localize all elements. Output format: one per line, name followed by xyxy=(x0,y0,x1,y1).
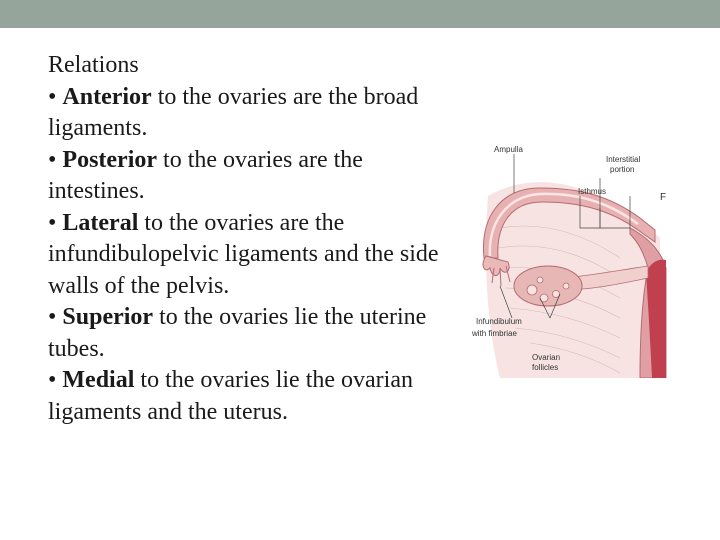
bullet-superior xyxy=(48,302,448,365)
bullet-keyword: Medial xyxy=(62,367,135,393)
uterine-tube-ovary-illustration xyxy=(470,138,668,378)
bullet-keyword: Lateral xyxy=(62,209,139,236)
bullet-marker: • xyxy=(48,304,63,330)
label-portion: portion xyxy=(610,165,635,174)
bullet-marker: • xyxy=(48,367,63,393)
bullet-posterior xyxy=(48,145,448,208)
label-infundibulum: Infundibulum xyxy=(476,317,522,326)
bullet-keyword: Superior xyxy=(62,304,154,330)
bullet-text: to the ovaries are the infundibulopelvic ligaments and the side walls of the pelvis. xyxy=(48,209,439,299)
bullet-text: to the ovaries are the broad ligaments. xyxy=(48,83,419,141)
label-ovarian: Ovarian xyxy=(532,353,561,362)
bullet-marker: • xyxy=(48,83,63,110)
bullet-text: to the ovaries lie the ovarian ligaments and the uterus. xyxy=(48,367,413,425)
bullet-marker: • xyxy=(48,209,63,236)
label-f: F xyxy=(660,192,667,203)
bullet-lateral xyxy=(48,208,448,303)
label-ampulla: Ampulla xyxy=(494,145,523,154)
bullet-keyword: Posterior xyxy=(62,146,158,173)
bullet-marker: • xyxy=(48,146,63,173)
bullet-medial xyxy=(48,365,448,428)
relations-heading: Relations xyxy=(48,52,139,78)
label-isthmus: Isthmus xyxy=(578,187,607,196)
slide-header-bar xyxy=(0,0,720,28)
label-interstitial: Interstitial xyxy=(606,155,641,164)
bullet-text: to the ovaries are the intestines. xyxy=(48,146,363,204)
bullet-anterior xyxy=(48,82,448,145)
label-fimbriae: with fimbriae xyxy=(472,329,517,338)
bullet-text: to the ovaries lie the uterine tubes. xyxy=(48,304,427,362)
ovary xyxy=(514,266,582,306)
slide-body xyxy=(48,50,448,428)
label-follicles: follicles xyxy=(532,363,559,372)
bullet-keyword: Anterior xyxy=(62,83,152,110)
